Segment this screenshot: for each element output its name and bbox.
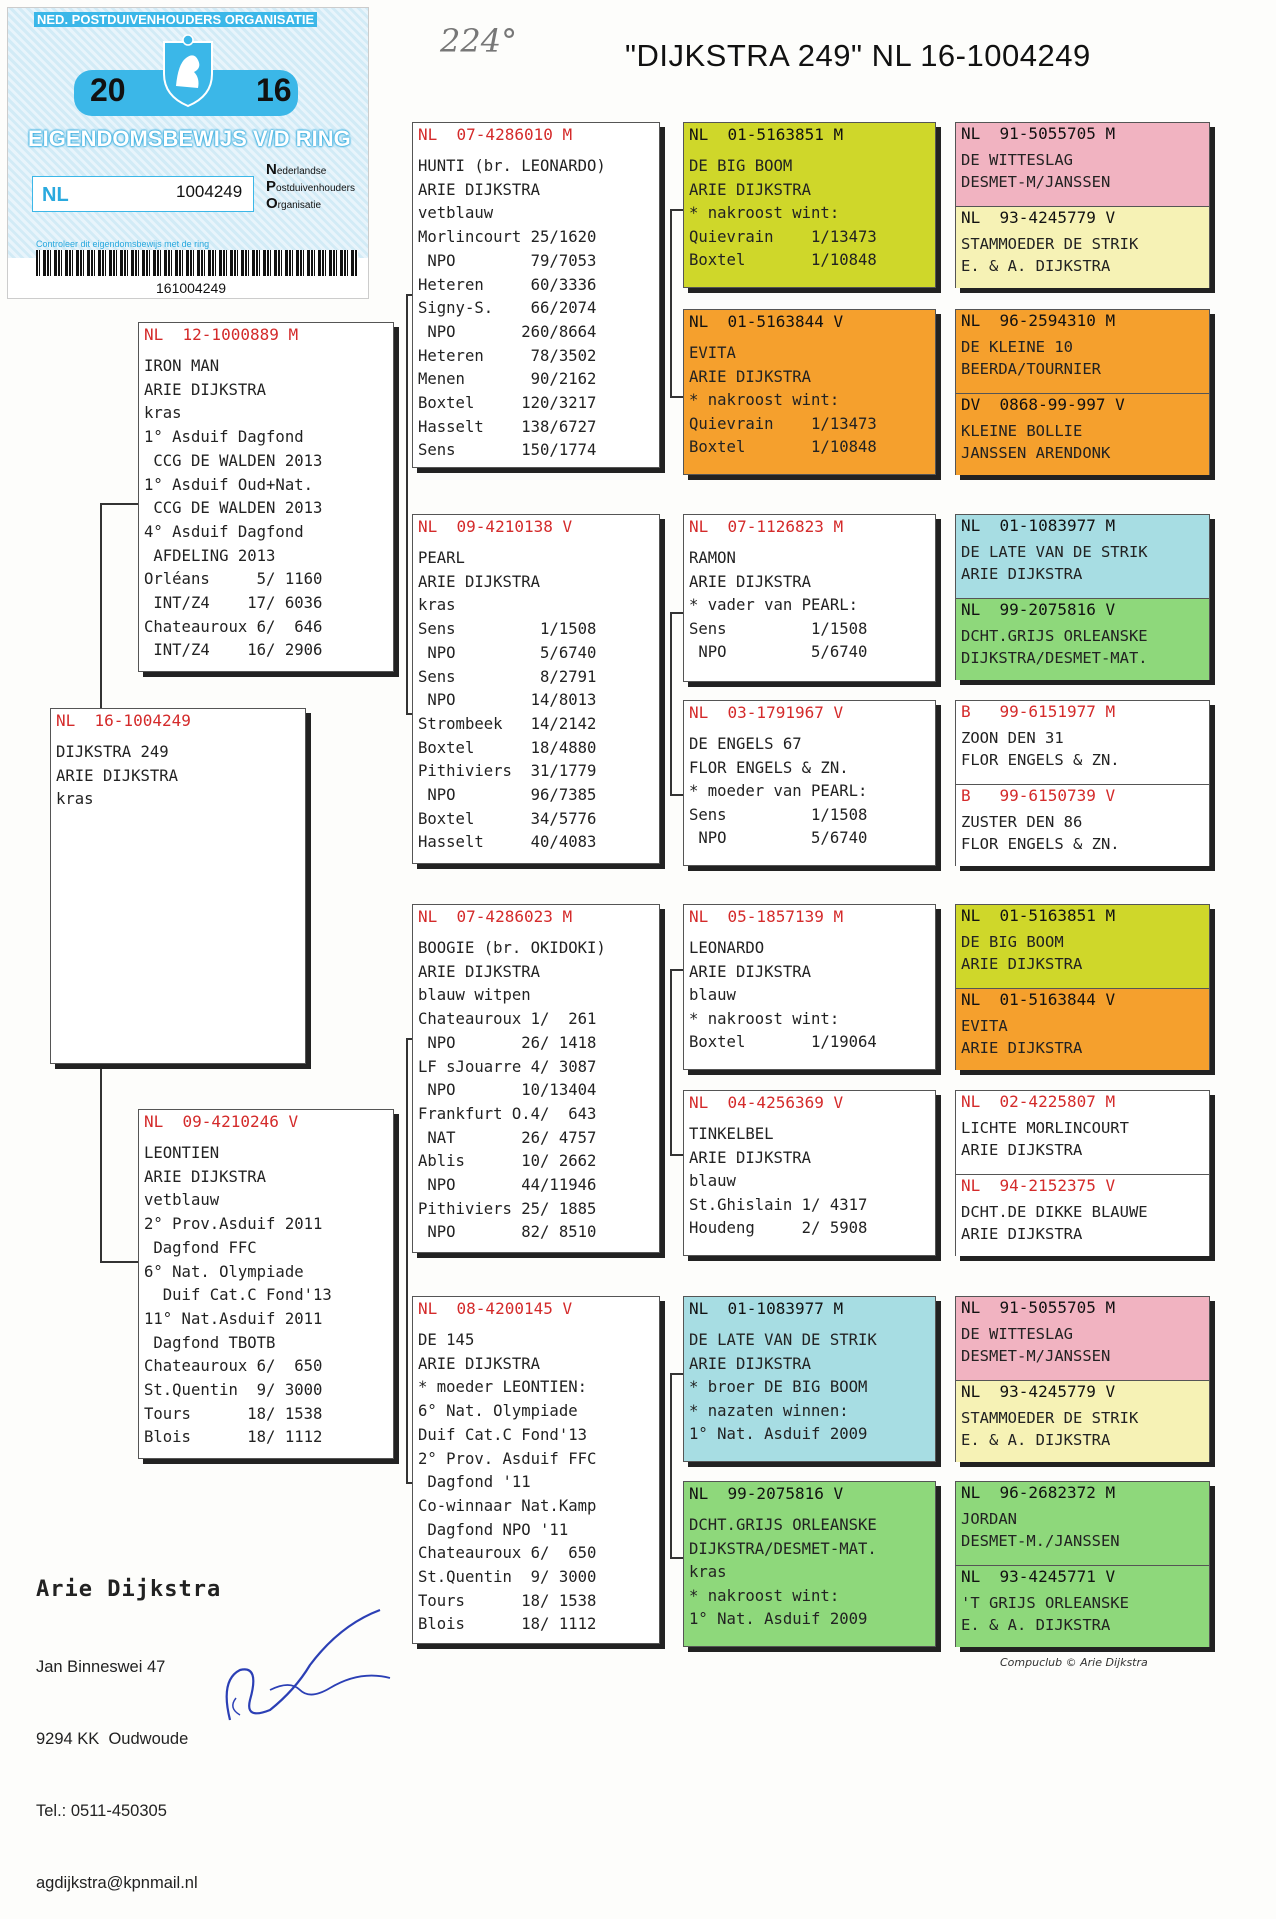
pigeon-card-dsd <box>683 1090 936 1256</box>
connector-line <box>670 612 672 796</box>
ring-header: NL 99-2075816 V <box>961 600 1116 619</box>
side-line-1: ederlandse <box>276 166 327 177</box>
ring-header: NL 01-5163844 V <box>961 990 1116 1009</box>
ring-header: NL 12-1000889 M <box>144 325 299 344</box>
pigeon-card-g6 <box>956 598 1209 680</box>
card-lines: DE WITTESLAG DESMET-M/JANSSEN <box>961 151 1111 191</box>
ring-header: NL 93-4245779 V <box>961 1382 1116 1401</box>
lion-crest-icon <box>158 34 218 108</box>
barcode-number: 161004249 <box>156 280 227 296</box>
pigeon-card-g15 <box>956 1482 1209 1565</box>
card-lines: DIJKSTRA 249 ARIE DIJKSTRA kras <box>56 743 179 809</box>
pigeon-card-g13 <box>956 1297 1209 1380</box>
pigeon-card-g1 <box>956 123 1209 206</box>
side-initial-o: O <box>266 195 278 212</box>
card-lines: EVITA ARIE DIJKSTRA * nakroost wint: Quievrain 1/13473 Boxtel 1/10848 <box>689 344 877 456</box>
card-lines: EVITA ARIE DIJKSTRA <box>961 1017 1083 1057</box>
pigeon-pair-4 <box>955 700 1210 866</box>
owner-address <box>36 1525 221 1919</box>
card-lines: BOOGIE (br. OKIDOKI) ARIE DIJKSTRA blauw witpen Chateauroux 1/ 261 NPO 26/ 1418 LF sJouarre 4/ 3087 NPO 10/13404 Frankfurt O.4/ 643 NAT 26/ 4757 Ablis 10/ 2662 NPO 44/11946 Pithiviers 25/ 1885 NPO 82/ 8510 <box>418 939 606 1242</box>
ring-country: NL <box>42 184 69 206</box>
card-lines: DE KLEINE 10 BEERDA/TOURNIER <box>961 338 1101 378</box>
ring-header: NL 07-4286010 M <box>418 125 573 144</box>
pigeon-pair-3 <box>955 514 1210 680</box>
pigeon-card-g8 <box>956 784 1209 866</box>
card-lines: LEONARDO ARIE DIJKSTRA blauw * nakroost wint: Boxtel 1/19064 <box>689 939 877 1051</box>
pigeon-pair-8 <box>955 1481 1210 1647</box>
owner-email: agdijkstra@kpnmail.nl <box>36 1874 198 1892</box>
pigeon-card-sire <box>138 322 394 672</box>
ring-header: NL 09-4210246 V <box>144 1112 299 1131</box>
ring-number: 1004249 <box>176 182 243 201</box>
side-line-3: rganisatie <box>277 200 322 211</box>
ring-header: NL 01-1083977 M <box>689 1299 844 1318</box>
label-note: Controleer dit eigendomsbewijs met de ring <box>36 239 210 249</box>
connector-line <box>100 503 102 709</box>
connector-line <box>100 1261 138 1263</box>
pigeon-card-g9 <box>956 905 1209 988</box>
ring-header: NL 96-2682372 M <box>961 1483 1116 1502</box>
ring-header: DV 0868-99-997 V <box>961 395 1125 414</box>
ring-header: NL 93-4245779 V <box>961 208 1116 227</box>
pigeon-card-g14 <box>956 1380 1209 1462</box>
ring-header: NL 16-1004249 <box>56 711 191 730</box>
pigeon-card-ddd <box>683 1481 936 1647</box>
pigeon-card-g5 <box>956 515 1209 598</box>
pigeon-card-dam-sire <box>412 904 660 1253</box>
pigeon-card-g7 <box>956 701 1209 784</box>
ring-header: B 99-6151977 M <box>961 702 1116 721</box>
connector-line <box>406 1038 408 1484</box>
label-banner: EIGENDOMSBEWIJS V/D RING <box>28 126 351 151</box>
card-lines: PEARL ARIE DIJKSTRA kras Sens 1/1508 NPO 5/6740 Sens 8/2791 NPO 14/8013 Strombeek 14/2142 Boxtel 18/4880 Pithiviers 31/1779 NPO 96/7385 Boxtel 34/5776 Hasselt 40/4083 <box>418 549 597 852</box>
connector-line <box>670 1373 672 1559</box>
ring-header: NL 04-4256369 V <box>689 1093 844 1112</box>
connector-line <box>670 969 672 1156</box>
pigeon-pair-6 <box>955 1090 1210 1256</box>
pigeon-card-g2 <box>956 206 1209 288</box>
ring-ownership-label <box>8 8 368 298</box>
ring-header: NL 07-1126823 M <box>689 517 844 536</box>
barcode-icon <box>36 250 358 276</box>
pigeon-card-dam <box>138 1109 394 1459</box>
pigeon-card-g11 <box>956 1091 1209 1174</box>
card-lines: DE LATE VAN DE STRIK ARIE DIJKSTRA <box>961 543 1148 583</box>
card-lines: DE BIG BOOM ARIE DIJKSTRA * nakroost wint: Quievrain 1/13473 Boxtel 1/10848 <box>689 157 877 269</box>
signature-icon <box>200 1570 400 1730</box>
card-lines: DE ENGELS 67 FLOR ENGELS & ZN. * moeder van PEARL: Sens 1/1508 NPO 5/6740 <box>689 735 868 847</box>
card-lines: LICHTE MORLINCOURT ARIE DIJKSTRA <box>961 1119 1129 1159</box>
pigeon-card-g3 <box>956 310 1209 393</box>
owner-phone: Tel.: 0511-450305 <box>36 1802 167 1820</box>
card-lines: IRON MAN ARIE DIJKSTRA kras 1° Asduif Dagfond CCG DE WALDEN 2013 1° Asduif Oud+Nat. CCG DE WALDEN 2013 4° Asduif Dagfond AFDELING 2013 Orléans 5/ 1160 INT/Z4 17/ 6036 Chateauroux 6/ 646 INT/Z4 16/ 2906 <box>144 357 323 660</box>
ring-header: NL 91-5055705 M <box>961 1298 1116 1317</box>
owner-postcode-city: 9294 KK Oudwoude <box>36 1730 189 1748</box>
ring-header: NL 91-5055705 M <box>961 124 1116 143</box>
connector-line <box>406 294 408 715</box>
card-lines: DCHT.GRIJS ORLEANSKE DIJKSTRA/DESMET-MAT. <box>961 627 1148 667</box>
card-lines: 'T GRIJS ORLEANSKE E. & A. DIJKSTRA <box>961 1594 1129 1634</box>
pigeon-pair-7 <box>955 1296 1210 1462</box>
pigeon-pair-1 <box>955 122 1210 288</box>
pigeon-pair-5 <box>955 904 1210 1070</box>
card-lines: DE LATE VAN DE STRIK ARIE DIJKSTRA * broer DE BIG BOOM * nazaten winnen: 1° Nat. Asduif 2009 <box>689 1331 877 1443</box>
card-lines: ZUSTER DEN 86 FLOR ENGELS & ZN. <box>961 813 1120 853</box>
ring-header: NL 09-4210138 V <box>418 517 573 536</box>
card-lines: STAMMOEDER DE STRIK E. & A. DIJKSTRA <box>961 235 1139 275</box>
owner-name: Arie Dijkstra <box>36 1577 222 1602</box>
connector-line <box>100 1063 102 1263</box>
pigeon-card-dds <box>683 1296 936 1462</box>
label-organisation: NED. POSTDUIVENHOUDERS ORGANISATIE <box>34 12 317 27</box>
pigeon-card-dss <box>683 904 936 1070</box>
connector-line <box>670 209 672 398</box>
pigeon-card-g10 <box>956 988 1209 1070</box>
label-year-right: 16 <box>256 72 292 108</box>
card-lines: DE 145 ARIE DIJKSTRA * moeder LEONTIEN: 6° Nat. Olympiade Duif Cat.C Fond'13 2° Prov. Asduif FFC Dagfond '11 Co-winnaar Nat.Kamp Dagfond NPO '11 Chateauroux 6/ 650 St.Quentin 9/ 3000 Tours 18/ 1538 Blois 18/ 1112 <box>418 1331 597 1634</box>
side-initial-n: N <box>266 161 277 178</box>
ring-header: NL 03-1791967 V <box>689 703 844 722</box>
card-lines: KLEINE BOLLIE JANSSEN ARENDONK <box>961 422 1111 462</box>
page-title: "DIJKSTRA 249" NL 16-1004249 <box>625 38 1091 73</box>
card-lines: LEONTIEN ARIE DIJKSTRA vetblauw 2° Prov.Asduif 2011 Dagfond FFC 6° Nat. Olympiade Duif Cat.C Fond'13 11° Nat.Asduif 2011 Dagfond TBOTB Chateauroux 6/ 650 St.Quentin 9/ 3000 Tours 18/ 1538 Blois 18/ 1112 <box>144 1144 332 1447</box>
ring-header: NL 01-5163844 V <box>689 312 844 331</box>
card-lines: RAMON ARIE DIJKSTRA * vader van PEARL: Sens 1/1508 NPO 5/6740 <box>689 549 868 661</box>
card-lines: HUNTI (br. LEONARDO) ARIE DIJKSTRA vetblauw Morlincourt 25/1620 NPO 79/7053 Heteren 60/3336 Signy-S. 66/2074 NPO 260/8664 Heteren 78/3502 Menen 90/2162 Boxtel 120/3217 Hasselt 138/6727 Sens 150/1774 <box>418 157 606 460</box>
ring-header: NL 96-2594310 M <box>961 311 1116 330</box>
pigeon-card-dam-dam <box>412 1296 660 1644</box>
connector-line <box>100 503 138 505</box>
pigeon-card-ssd <box>683 309 936 475</box>
ring-header: NL 07-4286023 M <box>418 907 573 926</box>
pencil-note: 224° <box>440 22 518 60</box>
footer-credit: Compuclub © Arie Dijkstra <box>1000 1656 1148 1669</box>
card-lines: DCHT.GRIJS ORLEANSKE DIJKSTRA/DESMET-MAT. kras * nakroost wint: 1° Nat. Asduif 2009 <box>689 1516 877 1628</box>
card-lines: ZOON DEN 31 FLOR ENGELS & ZN. <box>961 729 1120 769</box>
owner-street: Jan Binneswei 47 <box>36 1658 166 1676</box>
pigeon-pair-2 <box>955 309 1210 475</box>
card-lines: STAMMOEDER DE STRIK E. & A. DIJKSTRA <box>961 1409 1139 1449</box>
pigeon-card-g12 <box>956 1174 1209 1256</box>
pigeon-card-sire-dam <box>412 514 660 864</box>
ring-header: NL 08-4200145 V <box>418 1299 573 1318</box>
ring-header: NL 93-4245771 V <box>961 1567 1116 1586</box>
ring-header: NL 01-5163851 M <box>689 125 844 144</box>
card-lines: DE BIG BOOM ARIE DIJKSTRA <box>961 933 1083 973</box>
ring-header: NL 01-5163851 M <box>961 906 1116 925</box>
card-lines: TINKELBEL ARIE DIJKSTRA blauw St.Ghislain 1/ 4317 Houdeng 2/ 5908 <box>689 1125 868 1237</box>
card-lines: DCHT.DE DIKKE BLAUWE ARIE DIJKSTRA <box>961 1203 1148 1243</box>
ring-header: NL 05-1857139 M <box>689 907 844 926</box>
pigeon-card-sdd <box>683 700 936 866</box>
pigeon-card-sss <box>683 122 936 288</box>
label-side-text <box>266 162 355 213</box>
card-lines: DE WITTESLAG DESMET-M/JANSSEN <box>961 1325 1111 1365</box>
pigeon-card-sds <box>683 514 936 682</box>
ring-header: NL 94-2152375 V <box>961 1176 1116 1195</box>
ring-header: NL 99-2075816 V <box>689 1484 844 1503</box>
side-line-2: ostduivenhouders <box>276 183 355 194</box>
pigeon-card-root <box>50 708 306 1064</box>
ring-header: NL 02-4225807 M <box>961 1092 1116 1111</box>
side-initial-p: P <box>266 178 277 195</box>
card-lines: JORDAN DESMET-M./JANSSEN <box>961 1510 1120 1550</box>
ring-header: NL 01-1083977 M <box>961 516 1116 535</box>
pigeon-card-g4 <box>956 393 1209 475</box>
ring-header: B 99-6150739 V <box>961 786 1116 805</box>
label-year-left: 20 <box>90 72 126 108</box>
pigeon-card-sire-sire <box>412 122 660 468</box>
pigeon-card-g16 <box>956 1565 1209 1647</box>
